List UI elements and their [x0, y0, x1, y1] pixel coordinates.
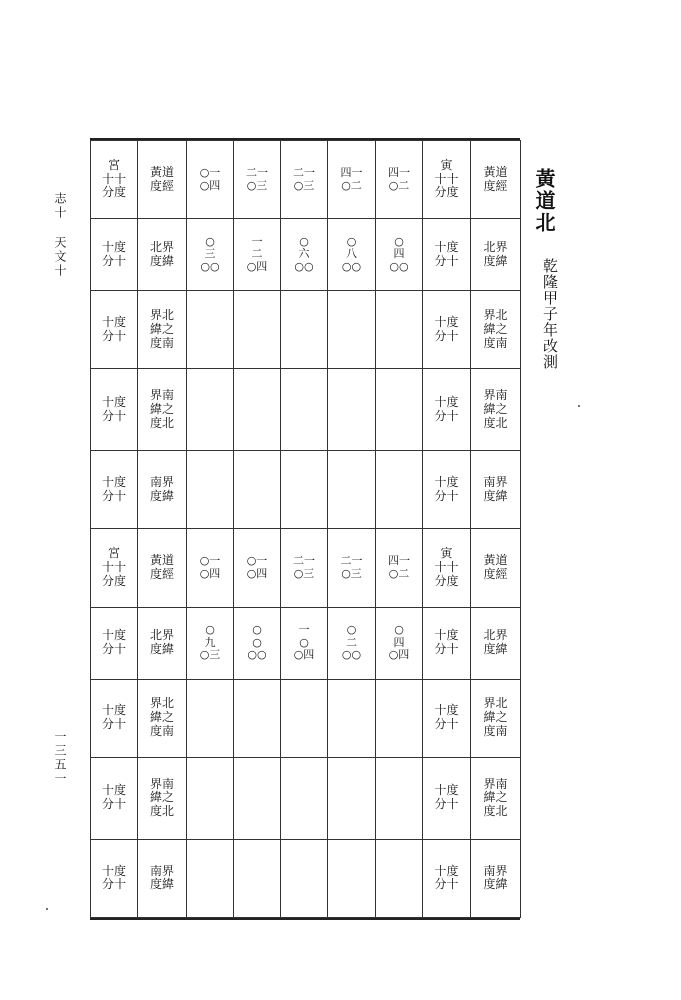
row-header-latitude-right: [471, 607, 521, 679]
latitude-value: [187, 607, 234, 679]
speck: [46, 908, 48, 910]
row-header-degree-text: 十度: [101, 239, 126, 254]
row-header-latitude-type-right: [471, 679, 521, 757]
row-header-longitude-right-text: 黃道: [483, 553, 508, 568]
latitude-value: [281, 219, 328, 291]
latitude-value-text: ○: [394, 623, 404, 637]
row-header-latitude-right-text: 北界: [483, 628, 508, 643]
row-header-latitude-text: 北界: [149, 628, 174, 643]
longitude-value: [328, 529, 376, 607]
latitude-value: [187, 219, 234, 291]
row-header-longitude-text: 黃道: [149, 553, 174, 568]
empty-cell: [234, 757, 281, 839]
row-header-latitude-type-right-text: 緯之: [483, 710, 508, 725]
longitude-value-text: ○一: [199, 165, 221, 179]
row-header-degree-right: [423, 451, 471, 529]
row-header-degree-right-text: 十度: [434, 475, 459, 490]
row-header-degree-right-text: 十度: [434, 239, 459, 254]
row-header-degree: [91, 369, 138, 451]
row-header-gong-text: 分度: [101, 573, 126, 588]
row-header-gong: [91, 141, 138, 219]
row-header-latitude-text: 度緯: [149, 642, 174, 657]
longitude-value-text: ○三: [246, 178, 268, 192]
longitude-value: [281, 529, 328, 607]
row-header-gong-right: [423, 141, 471, 219]
longitude-value-text: ○四: [199, 178, 221, 192]
row-header-latitude-type-right: [471, 369, 521, 451]
latitude-value-text: 六: [298, 247, 310, 261]
latitude-value-text: 四: [393, 247, 405, 261]
latitude-value-text: ○: [299, 635, 309, 649]
latitude-value: [234, 219, 281, 291]
row-header-latitude-type-text: 界北: [149, 308, 174, 323]
row-header-degree-text: 十度: [101, 783, 126, 798]
longitude-value-text: 二一: [293, 554, 315, 568]
row-header-latitude-right-text: 度緯: [483, 642, 508, 657]
longitude-value-text: ○二: [388, 178, 410, 192]
row-header-latitude-type-right-text: 度南: [483, 724, 508, 739]
longitude-value-text: 四一: [340, 165, 363, 179]
row-header-latitude-type-right-text: 界北: [483, 308, 508, 323]
row-header-degree: [91, 219, 138, 291]
page-number: 一三五一: [53, 730, 67, 786]
row-header-gong-right-text: 分度: [434, 185, 459, 200]
row-header-degree-right-text: 分十: [434, 642, 459, 657]
row-header-latitude-right-text: 北界: [483, 239, 508, 254]
row-header-degree-text: 十度: [101, 314, 126, 329]
longitude-value-text: 四一: [388, 165, 410, 179]
row-header-degree-right-text: 分十: [434, 877, 459, 892]
row-header-degree: [91, 607, 138, 679]
latitude-value-text: ○: [252, 635, 262, 649]
longitude-value-text: ○三: [341, 567, 362, 580]
row-header-latitude-right: [471, 219, 521, 291]
margin-header: 志十 天文十: [53, 192, 67, 278]
longitude-value: [187, 141, 234, 219]
row-header-gong-text: 十十: [101, 171, 126, 186]
latitude-value-text: ○: [252, 623, 262, 637]
latitude-value: [328, 607, 376, 679]
row-header-degree-text: 分十: [101, 797, 126, 812]
latitude-value-text: ○: [299, 234, 309, 248]
empty-cell: [376, 839, 423, 917]
row-header-gong-right-text: 寅: [440, 546, 453, 561]
empty-cell: [187, 839, 234, 917]
latitude-value-text: ○○: [294, 259, 314, 273]
row-header-degree-right: [423, 291, 471, 369]
empty-cell: [234, 451, 281, 529]
row-header-latitude-type-text: 界南: [149, 776, 174, 791]
row-header-latitude-type-right-text: 度北: [483, 804, 508, 819]
row-header-degree: [91, 757, 138, 839]
row-header-degree-text: 分十: [101, 642, 126, 657]
empty-cell: [328, 369, 376, 451]
row-header-latitude-type-text: 緯之: [149, 321, 174, 336]
row-header-latitude-type-text: 緯之: [149, 790, 174, 805]
row-header-latitude-type-text: 界北: [149, 696, 174, 711]
empty-cell: [376, 291, 423, 369]
bottom-rule: [90, 918, 520, 920]
row-header-longitude-text: 度經: [149, 567, 174, 581]
latitude-value: [376, 607, 423, 679]
empty-cell: [234, 291, 281, 369]
empty-cell: [187, 451, 234, 529]
row-header-gong-right: [423, 529, 471, 607]
longitude-value-text: ○一: [199, 554, 221, 568]
empty-cell: [234, 369, 281, 451]
row-header-latitude-type-text: 度緯: [149, 877, 174, 892]
row-header-degree-text: 十度: [101, 395, 126, 410]
latitude-value-text: ○○: [200, 259, 220, 273]
empty-cell: [376, 757, 423, 839]
latitude-value: [328, 219, 376, 291]
row-header-latitude-type-right-text: 南界: [483, 475, 508, 490]
latitude-value-text: ○: [205, 623, 215, 637]
row-header-gong-right-text: 十十: [434, 171, 459, 186]
star-catalog-table: [90, 140, 521, 918]
row-header-degree: [91, 291, 138, 369]
longitude-value-text: 四一: [388, 554, 410, 568]
row-header-degree-text: 分十: [101, 717, 126, 732]
longitude-value: [234, 141, 281, 219]
row-header-latitude-type-text: 度緯: [149, 488, 174, 503]
latitude-value-text: 三: [204, 247, 216, 261]
longitude-value-text: ○三: [293, 567, 315, 580]
row-header-latitude-type-right-text: 緯之: [483, 790, 508, 805]
row-header-gong-text: 宮: [107, 157, 120, 172]
empty-cell: [281, 757, 328, 839]
empty-cell: [281, 451, 328, 529]
row-header-latitude-type-right: [471, 291, 521, 369]
empty-cell: [376, 451, 423, 529]
longitude-value-text: ○三: [293, 178, 315, 192]
longitude-value-text: 二一: [246, 165, 268, 179]
row-header-latitude-type-right-text: 度緯: [483, 877, 508, 892]
row-header-gong-right-text: 十十: [434, 560, 459, 575]
empty-cell: [376, 679, 423, 757]
row-header-degree-right-text: 十度: [434, 628, 459, 643]
longitude-value-text: ○二: [388, 567, 410, 580]
latitude-value-text: ○○: [389, 259, 409, 273]
longitude-value-text: 二一: [340, 554, 363, 568]
latitude-value-text: ○: [205, 234, 215, 248]
row-header-latitude-right-text: 度緯: [483, 253, 508, 268]
latitude-value: [234, 607, 281, 679]
empty-cell: [328, 291, 376, 369]
latitude-value-text: ○: [346, 623, 357, 637]
row-header-latitude-type-right-text: 界北: [483, 696, 508, 711]
empty-cell: [328, 679, 376, 757]
row-header-degree-right-text: 分十: [434, 797, 459, 812]
row-header-degree-right-text: 分十: [434, 488, 459, 503]
row-header-degree-right-text: 分十: [434, 328, 459, 343]
row-header-longitude-text: 度經: [149, 178, 174, 193]
latitude-value-text: ○: [394, 234, 404, 248]
row-header-latitude-type-right-text: 度南: [483, 335, 508, 350]
latitude-value-text: 四: [393, 635, 405, 649]
empty-cell: [234, 679, 281, 757]
row-header-latitude-type-text: 緯之: [149, 401, 174, 416]
row-header-latitude-type: [138, 839, 187, 917]
empty-cell: [281, 679, 328, 757]
row-header-latitude-type: [138, 757, 187, 839]
empty-cell: [328, 757, 376, 839]
row-header-latitude-type-text: 南界: [149, 475, 174, 490]
page-title: 黃道北: [532, 168, 556, 234]
row-header-latitude-type-right: [471, 451, 521, 529]
longitude-value-text: 二一: [293, 165, 315, 179]
row-header-latitude: [138, 219, 187, 291]
row-header-degree-text: 十度: [101, 703, 126, 718]
row-header-latitude-type: [138, 451, 187, 529]
empty-cell: [187, 679, 234, 757]
row-header-latitude-type-right: [471, 839, 521, 917]
row-header-gong-text: 分度: [101, 185, 126, 200]
row-header-latitude-type-right-text: 緯之: [483, 321, 508, 336]
empty-cell: [187, 369, 234, 451]
row-header-degree-text: 分十: [101, 877, 126, 892]
row-header-latitude-type-text: 度南: [149, 335, 174, 350]
row-header-latitude-type: [138, 291, 187, 369]
row-header-longitude: [138, 141, 187, 219]
latitude-value-text: ○三: [199, 648, 221, 662]
row-header-degree-right-text: 分十: [434, 717, 459, 732]
row-header-degree: [91, 839, 138, 917]
empty-cell: [328, 451, 376, 529]
latitude-value-text: 二: [251, 247, 263, 261]
row-header-latitude-type-right-text: 界南: [483, 388, 508, 403]
row-header-degree-text: 分十: [101, 253, 126, 268]
row-header-longitude-right-text: 黃道: [483, 164, 508, 179]
longitude-value-text: ○四: [246, 567, 268, 580]
latitude-value-text: 八: [346, 247, 357, 261]
longitude-value: [281, 141, 328, 219]
empty-cell: [281, 291, 328, 369]
row-header-gong-right-text: 分度: [434, 573, 459, 588]
row-header-degree-right: [423, 679, 471, 757]
row-header-latitude-text: 北界: [149, 239, 174, 254]
empty-cell: [376, 369, 423, 451]
row-header-latitude-type-text: 緯之: [149, 710, 174, 725]
speck: [578, 405, 580, 407]
page-subtitle: 乾隆甲子年改測: [541, 258, 559, 370]
row-header-degree-right: [423, 607, 471, 679]
latitude-value-text: ○: [346, 234, 357, 248]
empty-cell: [187, 291, 234, 369]
row-header-longitude-right-text: 度經: [483, 567, 508, 581]
row-header-latitude-text: 度緯: [149, 253, 174, 268]
longitude-value: [328, 141, 376, 219]
row-header-degree-right: [423, 369, 471, 451]
row-header-gong: [91, 529, 138, 607]
row-header-longitude-right: [471, 529, 521, 607]
row-header-latitude-type-text: 界南: [149, 388, 174, 403]
row-header-longitude: [138, 529, 187, 607]
row-header-degree-right-text: 十度: [434, 863, 459, 878]
row-header-latitude-type-right-text: 度緯: [483, 488, 508, 503]
longitude-value-text: ○二: [341, 178, 362, 192]
row-header-degree-text: 分十: [101, 328, 126, 343]
row-header-degree-right: [423, 839, 471, 917]
row-header-latitude-type-text: 南界: [149, 863, 174, 878]
latitude-value-text: 二: [346, 635, 357, 649]
row-header-latitude-type-right-text: 緯之: [483, 401, 508, 416]
latitude-value: [376, 219, 423, 291]
row-header-latitude-type-text: 度南: [149, 724, 174, 739]
row-header-degree: [91, 451, 138, 529]
row-header-degree-right-text: 十度: [434, 314, 459, 329]
row-header-latitude-type-right: [471, 757, 521, 839]
row-header-latitude-type-text: 度北: [149, 415, 174, 430]
latitude-value: [281, 607, 328, 679]
empty-cell: [328, 839, 376, 917]
row-header-longitude-right-text: 度經: [483, 178, 508, 193]
row-header-degree-text: 十度: [101, 863, 126, 878]
row-header-longitude-text: 黃道: [149, 164, 174, 179]
longitude-value: [376, 529, 423, 607]
latitude-value-text: ○○: [247, 648, 267, 662]
empty-cell: [281, 369, 328, 451]
row-header-gong-text: 宮: [107, 546, 120, 561]
row-header-degree-text: 十度: [101, 628, 126, 643]
row-header-degree-right: [423, 219, 471, 291]
row-header-gong-text: 十十: [101, 560, 126, 575]
row-header-gong-right-text: 寅: [440, 157, 453, 172]
row-header-latitude-type-right-text: 南界: [483, 863, 508, 878]
longitude-value: [187, 529, 234, 607]
latitude-value-text: ○四: [388, 648, 410, 662]
empty-cell: [187, 757, 234, 839]
empty-cell: [281, 839, 328, 917]
latitude-value-text: ○○: [341, 648, 362, 662]
latitude-value-text: 一: [251, 234, 263, 248]
row-header-degree-right-text: 十度: [434, 395, 459, 410]
longitude-value: [234, 529, 281, 607]
row-header-degree-right-text: 分十: [434, 408, 459, 423]
row-header-degree-right-text: 分十: [434, 253, 459, 268]
longitude-value-text: ○四: [199, 567, 221, 580]
row-header-latitude-type-text: 度北: [149, 804, 174, 819]
row-header-latitude-type-right-text: 界南: [483, 776, 508, 791]
row-header-degree-right-text: 十度: [434, 783, 459, 798]
row-header-degree-text: 分十: [101, 488, 126, 503]
row-header-longitude-right: [471, 141, 521, 219]
row-header-latitude-type: [138, 369, 187, 451]
row-header-degree-text: 分十: [101, 408, 126, 423]
row-header-latitude: [138, 607, 187, 679]
longitude-value-text: ○一: [246, 554, 268, 568]
latitude-value-text: 九: [204, 635, 216, 649]
latitude-value-text: ○四: [293, 648, 315, 662]
row-header-degree: [91, 679, 138, 757]
row-header-latitude-type-right-text: 度北: [483, 415, 508, 430]
row-header-degree-right-text: 十度: [434, 703, 459, 718]
latitude-value-text: 一: [298, 623, 310, 637]
empty-cell: [234, 839, 281, 917]
row-header-latitude-type: [138, 679, 187, 757]
row-header-degree-right: [423, 757, 471, 839]
latitude-value-text: ○○: [341, 259, 362, 273]
longitude-value: [376, 141, 423, 219]
row-header-degree-text: 十度: [101, 475, 126, 490]
latitude-value-text: ○四: [246, 259, 268, 273]
